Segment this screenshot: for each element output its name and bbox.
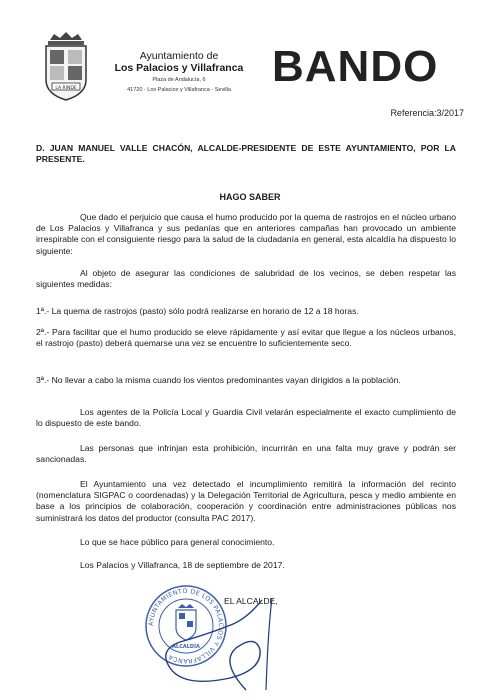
document-title: BANDO (272, 42, 439, 91)
paragraph-6: Lo que se hace público para general conocimiento. (80, 537, 275, 547)
paragraph-1: Que dado el perjuicio que causa el humo producido por la quema de rastrojos en el núcleo urbano de Los Palacios y Villafranca y sus pedanías que en anteriores campañas han provocado un ambiente irrespirable con el consiguiente riesgo para la salud de la ciudadanía en general, esta alcaldía ha dispuesto lo siguiente: (36, 212, 456, 256)
paragraph-4: Las personas que infrinjan esta prohibición, incurrirán en una falta muy grave y podrán ser sancionadas. (36, 443, 456, 465)
svg-text:ALCALDÍA: ALCALDÍA (172, 644, 200, 650)
paragraph-3: Los agentes de la Policía Local y Guardia Civil velarán especialmente el exacto cumplimiento de lo dispuesto de este bando. (36, 407, 456, 429)
org-address2: 41720 · Los Palacios y Villafranca · Sevilla (127, 87, 231, 93)
signature-scribble (147, 587, 310, 700)
reference-number: Referencia:3/2017 (390, 108, 464, 118)
signature-label: EL ALCALDE, (224, 596, 278, 606)
paragraph-2: Al objeto de asegurar las condiciones de salubridad de los vecinos, se deben respetar las siguientes medidas: (36, 268, 456, 290)
svg-text:AYUNTAMIENTO DE LOS PALACIOS Y: AYUNTAMIENTO DE LOS PALACIOS Y VILLAFRANCA (147, 587, 225, 665)
organization-block (104, 50, 254, 94)
paragraph-5: El Ayuntamiento una vez detectado el incumplimiento remitirá la información del recinto (nomenclatura SIGPAC o coordenadas) y la Delegación Territorial de Agricultura, pesca y medio ambiente en base a los principios de colaboración, cooperación y coordinación entre administraciones públicas nos suministrará los datos del productor (consulta PAC 2017). (36, 479, 456, 523)
date-line: Los Palacios y Villafranca, 18 de septiembre de 2017. (80, 560, 285, 570)
measure-1: 1ª.- La quema de rastrojos (pasto) sólo podrá realizarse en horario de 12 a 18 horas. (36, 306, 359, 316)
measure-3: 3ª.- No llevar a cabo la misma cuando los vientos predominantes vayan dirigidos a la población. (36, 375, 401, 385)
measure-2: 2ª.- Para facilitar que el humo producido se eleve rápidamente y así evitar que llegue a los núcleos urbanos, el rastrojo (pasto) deberá quemarse una vez se encuentre lo suficientemente seco. (36, 327, 456, 349)
intro-statement: D. JUAN MANUEL VALLE CHACÓN, ALCALDE-PRESIDENTE DE ESTE AYUNTAMIENTO, POR LA PRESENTE. (36, 143, 456, 165)
svg-text:LA RINDE: LA RINDE (55, 86, 77, 91)
org-address1: Plaza de Andalucía, 6 (152, 77, 206, 83)
municipal-crest-logo (40, 32, 92, 104)
org-line2: Los Palacios y Villafranca (114, 62, 244, 74)
section-heading: HAGO SABER (219, 192, 281, 202)
org-line1: Ayuntamiento de (139, 50, 219, 62)
